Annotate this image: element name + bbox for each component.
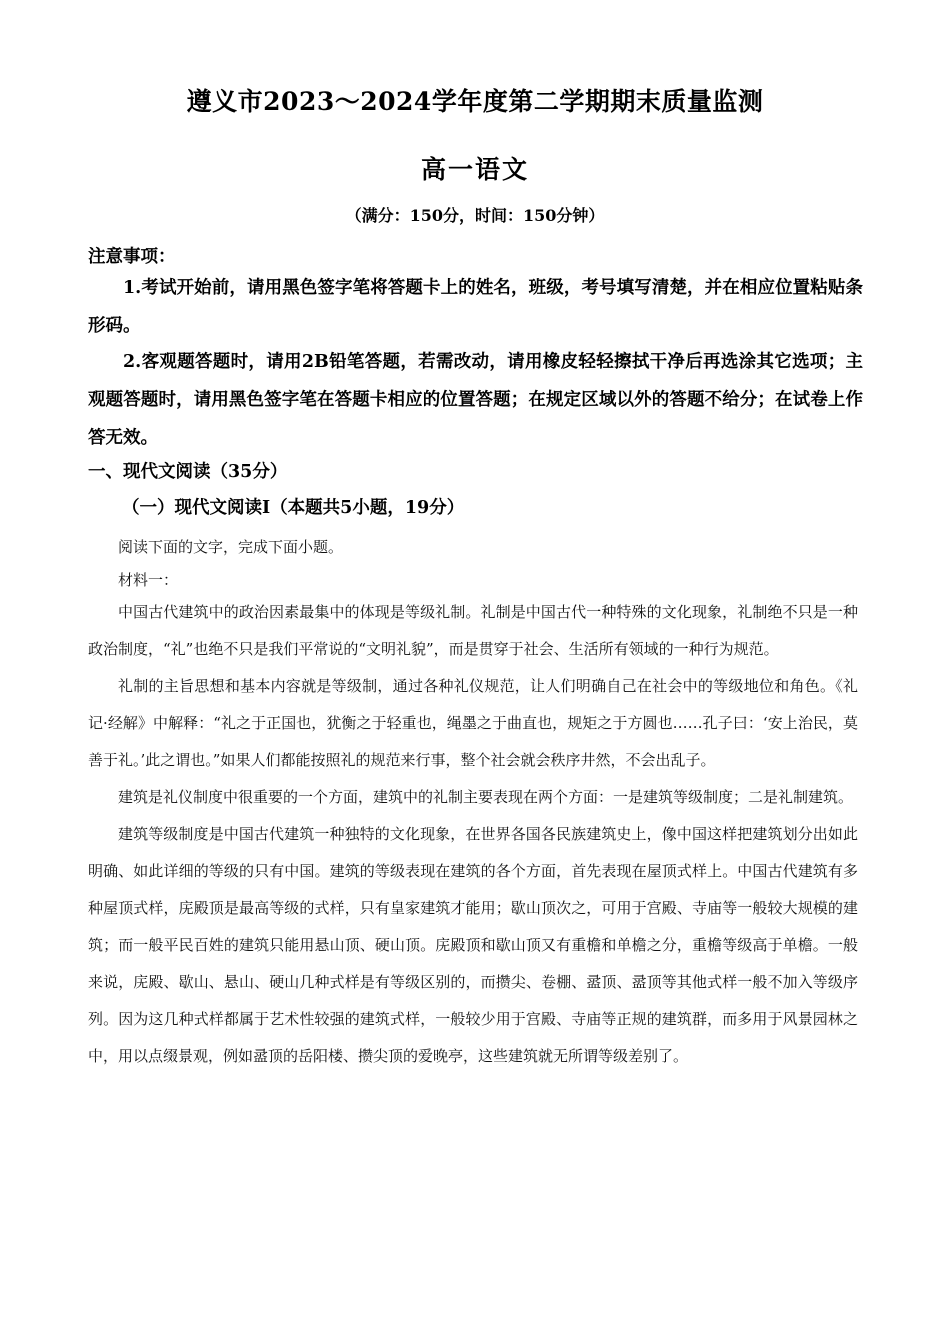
notice-item-2	[88, 343, 863, 457]
reading-instruction: 阅读下面的文字，完成下面小题。	[118, 538, 344, 556]
subject-title: 高一语文	[420, 155, 529, 184]
section-title: 一、现代文阅读（35分）	[88, 462, 288, 482]
exam-meta: （满分：150分，时间：150分钟）	[345, 206, 605, 225]
passage-paragraph: 中国古代建筑中的政治因素最集中的体现是等级礼制。礼制是中国古代一种特殊的文化现象，礼制绝不只是一种政治制度，“礼”也绝不只是我们平常说的“文明礼貌”，而是贯穿于社会、生活所有领域的一种行为规范。	[88, 603, 858, 658]
subsection-title: （一）现代文阅读Ⅰ（本题共5小题，19分）	[122, 498, 465, 518]
exam-title: 遵义市2023～2024学年度第二学期期末质量监测	[186, 87, 764, 116]
notice-item-text: 2.客观题答题时，请用2B铅笔答题，若需改动，请用橡皮轻轻擦拭干净后再选涂其它选项；主观题答题时，请用黑色签字笔在答题卡相应的位置答题；在规定区域以外的答题不给分；在试卷上作答无效。	[88, 352, 863, 448]
passage-paragraph: 礼制的主旨思想和基本内容就是等级制，通过各种礼仪规范，让人们明确自己在社会中的等级地位和角色。《礼记·经解》中解释：“礼之于正国也，犹衡之于轻重也，绳墨之于曲直也，规矩之于方圆也……孔子曰：‘安上治民，莫善于礼。’此之谓也。”如果人们都能按照礼的规范来行事，整个社会就会秩序井然，不会出乱子。	[88, 677, 858, 769]
notice-item-1	[88, 269, 863, 345]
passage-paragraph: 建筑等级制度是中国古代建筑一种独特的文化现象，在世界各国各民族建筑史上，像中国这样把建筑划分出如此明确、如此详细的等级的只有中国。建筑的等级表现在建筑的各个方面，首先表现在屋顶式样上。中国古代建筑有多种屋顶式样，庑殿顶是最高等级的式样，只有皇家建筑才能用；歇山顶次之，可用于宫殿、寺庙等一般较大规模的建筑；而一般平民百姓的建筑只能用悬山顶、硬山顶。庑殿顶和歇山顶又有重檐和单檐之分，重檐等级高于单檐。一般来说，庑殿、歇山、悬山、硬山几种式样是有等级区别的，而攒尖、卷棚、盝顶、盝顶等其他式样一般不加入等级序列。因为这几种式样都属于艺术性较强的建筑式样，一般较少用于宫殿、寺庙等正规的建筑群，而多用于风景园林之中，用以点缀景观，例如盝顶的岳阳楼、攒尖顶的爱晚亭，这些建筑就无所谓等级差别了。	[88, 825, 858, 1065]
notice-item-text: 1.考试开始前，请用黑色签字笔将答题卡上的姓名，班级，考号填写清楚，并在相应位置粘贴条形码。	[88, 278, 863, 336]
notice-heading: 注意事项：	[88, 247, 176, 267]
material-label: 材料一：	[118, 571, 179, 589]
passage-paragraph: 建筑是礼仪制度中很重要的一个方面，建筑中的礼制主要表现在两个方面：一是建筑等级制度；二是礼制建筑。	[118, 788, 854, 806]
reading-passage	[88, 594, 858, 1075]
